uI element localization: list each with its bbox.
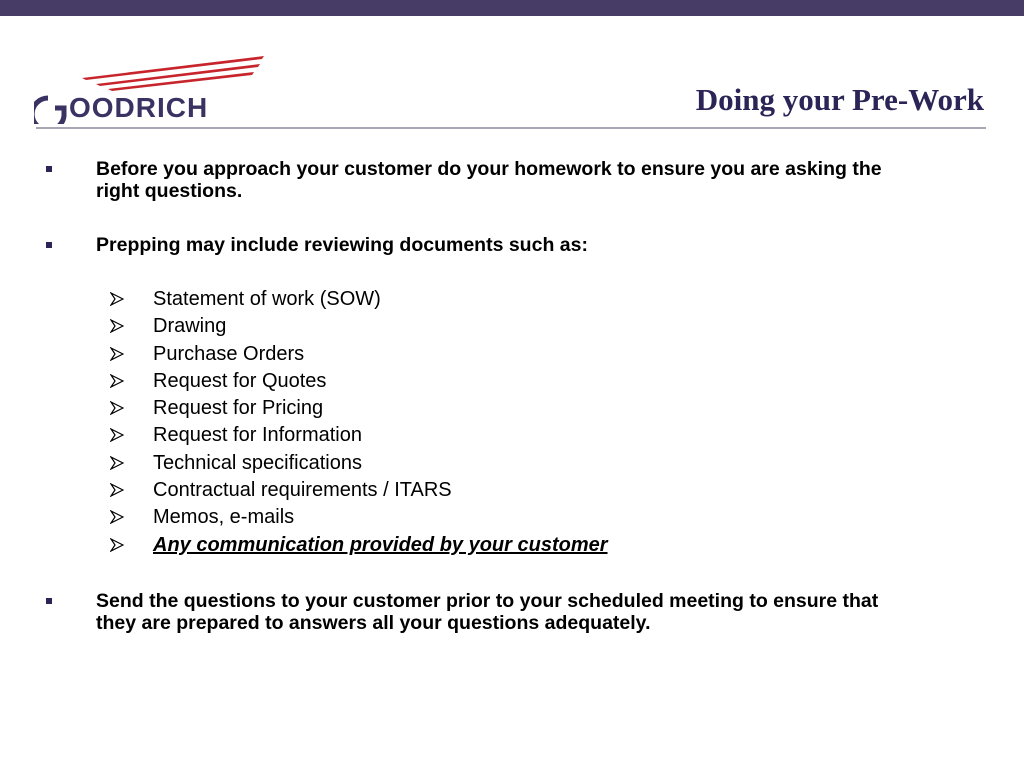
arrowhead-bullet-icon (110, 456, 124, 470)
list-item-text: Memos, e-mails (153, 506, 295, 529)
svg-text:OODRICH: OODRICH (69, 92, 209, 123)
list-item (0, 369, 1024, 396)
arrowhead-bullet-icon (110, 538, 124, 552)
top-color-band (0, 0, 1024, 16)
bullet-text: Send the questions to your customer prior to your scheduled meeting to ensure that they are prepared to answers all your questions adequately. (96, 590, 879, 634)
square-bullet-icon (46, 166, 52, 172)
square-bullet-icon (46, 242, 52, 248)
list-item (0, 396, 1024, 423)
list-item (0, 505, 1024, 532)
slide-title: Doing your Pre-Work (695, 82, 984, 117)
list-item (0, 533, 1024, 560)
list-item-text: Request for Quotes (153, 369, 327, 392)
list-item-text: Technical specifications (153, 451, 362, 474)
list-item-text: Contractual requirements / ITARS (153, 479, 452, 502)
arrowhead-bullet-icon (110, 374, 124, 388)
arrowhead-bullet-icon (110, 401, 124, 415)
list-item-text: Request for Pricing (153, 397, 324, 420)
list-item-text-emphasized: Any communication provided by your customer (153, 533, 608, 556)
arrowhead-bullet-icon (110, 319, 124, 333)
bullet-text: Before you approach your customer do your homework to ensure you are asking the right questions. (96, 158, 882, 202)
arrowhead-bullet-icon (110, 510, 124, 524)
arrowhead-bullet-icon (110, 347, 124, 361)
list-item-text: Request for Information (153, 424, 362, 447)
list-item-text: Statement of work (SOW) (153, 288, 381, 310)
list-item-text: Drawing (153, 315, 227, 338)
arrowhead-bullet-icon (110, 483, 124, 497)
goodrich-logo (34, 52, 266, 124)
arrowhead-bullet-icon (110, 428, 124, 442)
list-item (0, 314, 1024, 341)
documents-list (0, 287, 1024, 560)
bullet-text: Prepping may include reviewing documents such as: (96, 234, 588, 256)
list-item-text: Purchase Orders (153, 342, 305, 365)
title-divider (36, 127, 986, 129)
list-item (0, 342, 1024, 369)
logo-swoosh-icon (34, 52, 266, 124)
arrowhead-bullet-icon (110, 292, 124, 306)
list-item (0, 423, 1024, 450)
list-item (0, 287, 1024, 314)
list-item (0, 451, 1024, 478)
list-item (0, 478, 1024, 505)
square-bullet-icon (46, 598, 52, 604)
